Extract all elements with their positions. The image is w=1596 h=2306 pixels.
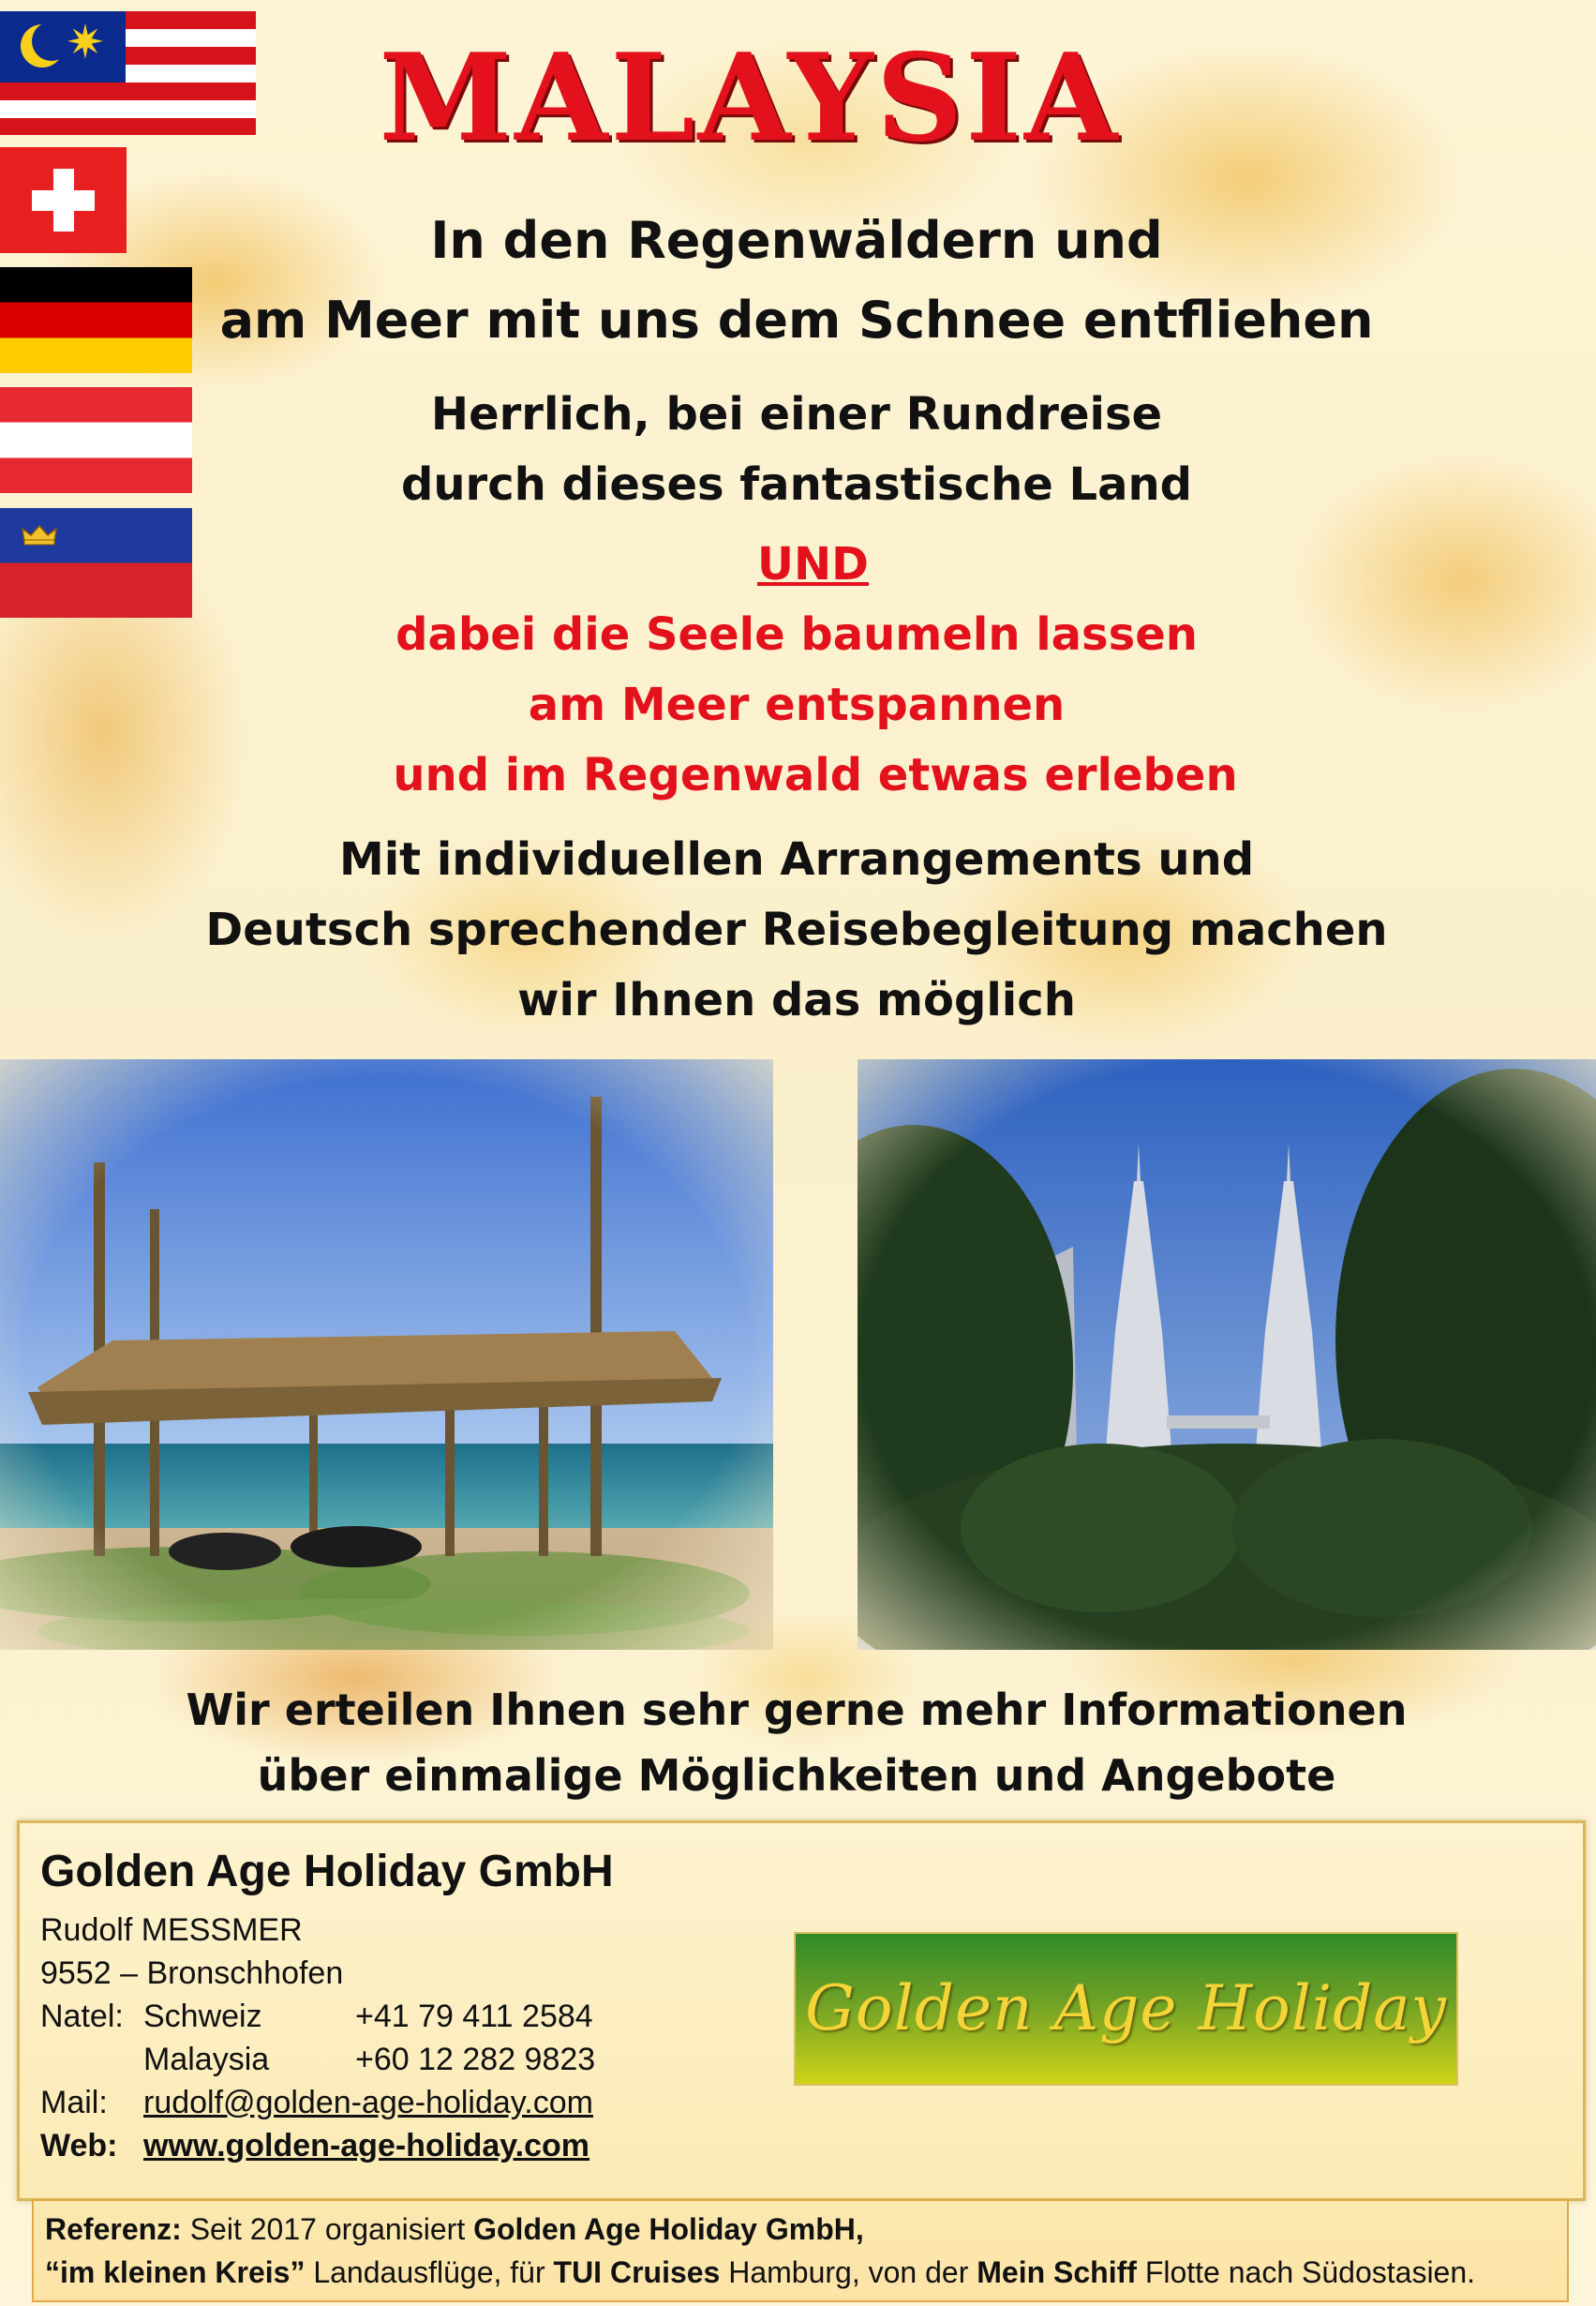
page-title: MALAYSIA — [379, 28, 1121, 169]
und-heading: UND — [757, 538, 869, 591]
red-line-3: und im Regenwald etwas erleben — [393, 749, 1238, 801]
contact-box — [17, 1820, 1586, 2201]
subtitle-line-2: am Meer mit uns dem Schnee entfliehen — [219, 291, 1374, 350]
intro-line-1: Herrlich, bei einer Rundreise — [430, 388, 1163, 441]
info-line-1: Wir erteilen Ihnen sehr gerne mehr Informationen — [186, 1685, 1408, 1735]
reference-box — [32, 2199, 1569, 2302]
phone-label: Natel: — [40, 1999, 124, 2034]
swiss-cross-icon — [32, 190, 95, 211]
reference-tui: TUI Cruises — [553, 2255, 721, 2289]
reference-ship: Mein Schiff — [977, 2255, 1137, 2289]
reference-text: Flotte nach Südostasien. — [1136, 2255, 1476, 2289]
subtitle-line-1: In den Regenwäldern und — [430, 211, 1163, 270]
web-label: Web: — [40, 2128, 118, 2164]
company-name: Golden Age Holiday GmbH — [40, 1847, 614, 1896]
phone-number-my[interactable]: +60 12 282 9823 — [355, 2042, 596, 2077]
phone-country-my: Malaysia — [143, 2042, 270, 2077]
info-line-2: über einmalige Möglichkeiten und Angebote — [257, 1750, 1336, 1801]
reference-company: Golden Age Holiday GmbH, — [473, 2212, 864, 2246]
intro-line-2: durch dieses fantastische Land — [400, 458, 1193, 511]
reference-line-1 — [45, 2209, 864, 2250]
reference-text: Seit 2017 organisiert — [181, 2212, 474, 2246]
offer-line-2: Deutsch sprechender Reisebegleitung machen — [205, 904, 1388, 956]
reference-text: Hamburg, von der — [720, 2255, 977, 2289]
red-line-1: dabei die Seele baumeln lassen — [395, 608, 1198, 661]
reference-text: Landausflüge, für — [305, 2255, 554, 2289]
reference-line-2 — [45, 2252, 1475, 2293]
email-link[interactable]: rudolf@golden-age-holiday.com — [143, 2085, 593, 2120]
crown-icon — [21, 523, 58, 546]
offer-line-1: Mit individuellen Arrangements und — [338, 833, 1255, 886]
logo-text: Golden Age Holiday — [805, 1972, 1447, 2044]
petronas-towers-photo — [858, 1059, 1596, 1650]
phone-number-ch[interactable]: +41 79 411 2584 — [355, 1999, 593, 2034]
switzerland-flag — [0, 147, 127, 253]
reference-label: Referenz: — [45, 2212, 182, 2246]
website-link[interactable]: www.golden-age-holiday.com — [143, 2128, 590, 2164]
red-line-2: am Meer entspannen — [528, 679, 1066, 731]
contact-person: Rudolf MESSMER — [40, 1912, 303, 1948]
company-logo — [796, 1934, 1456, 2084]
malaysia-flag — [0, 11, 256, 135]
beach-photo — [0, 1059, 773, 1650]
reference-quote: “im kleinen Kreis” — [45, 2255, 306, 2289]
phone-country-ch: Schweiz — [143, 1999, 262, 2034]
offer-line-3: wir Ihnen das möglich — [517, 974, 1076, 1026]
contact-address: 9552 – Bronschhofen — [40, 1955, 344, 1991]
star-icon: ✷ — [66, 15, 105, 69]
mail-label: Mail: — [40, 2085, 108, 2120]
